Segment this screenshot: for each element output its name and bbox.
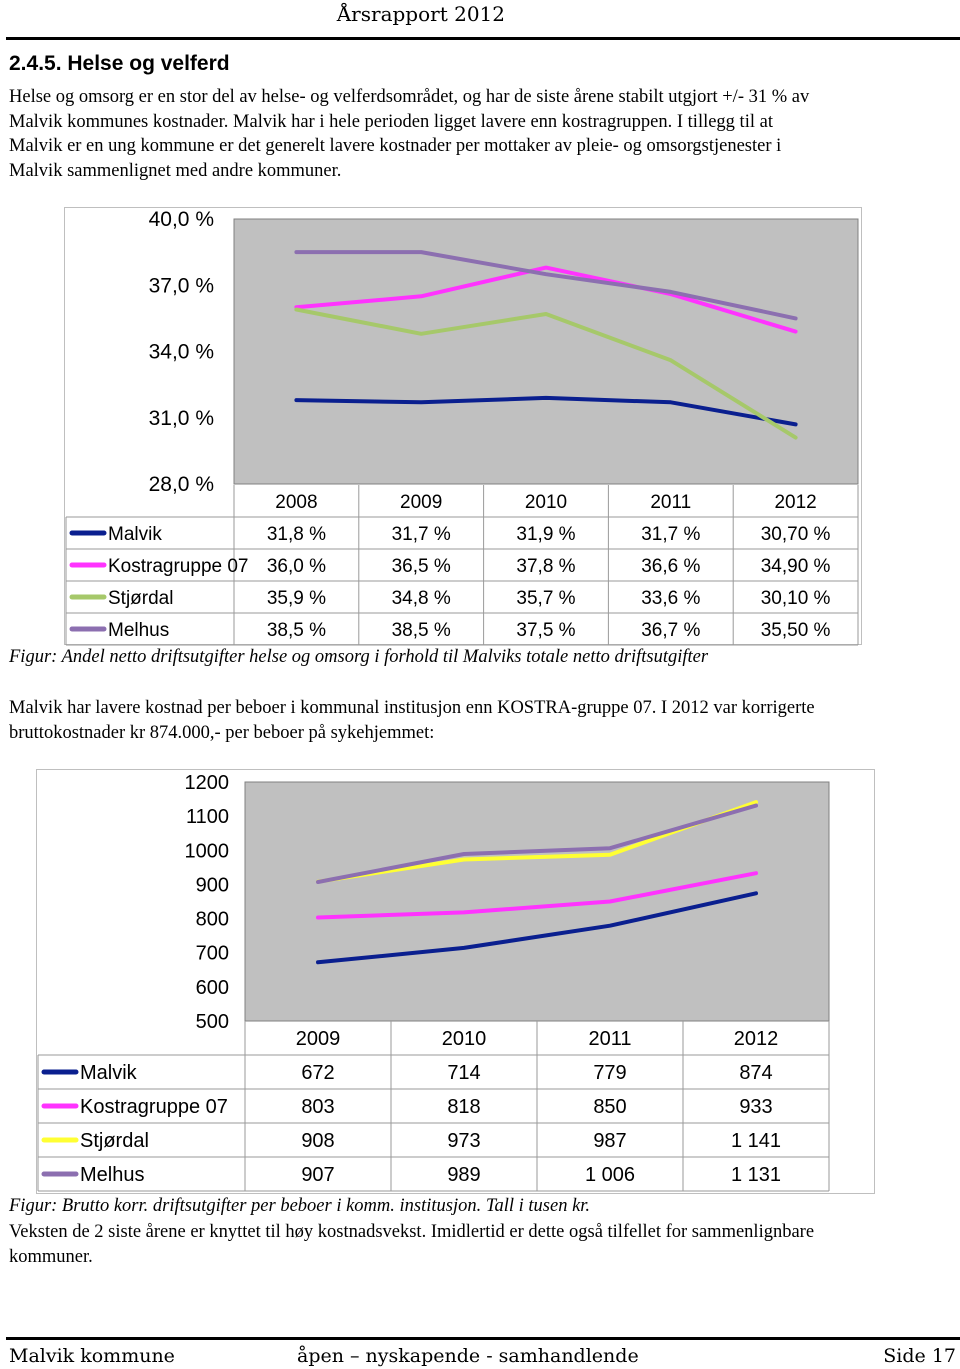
table-cell: 38,5 % [266,620,326,641]
table-cell: 31,7 % [391,524,451,545]
table-cell: 37,5 % [516,620,576,641]
table-column-header: 2011 [588,1028,632,1050]
table-cell: 31,7 % [641,524,701,545]
section-title: 2.4.5. Helse og velferd [9,52,230,75]
closing-line: kommuner. [9,1246,93,1267]
table-column-header: 2009 [295,1028,341,1050]
y-tick-label: 600 [195,976,229,999]
table-cell: 35,7 % [516,588,576,609]
table-cell: 1 131 [730,1164,782,1186]
legend-label: Melhus [80,1164,145,1186]
legend-label: Kostragruppe 07 [108,556,249,577]
table-cell: 35,9 % [266,588,326,609]
report-title: Årsrapport 2012 [336,2,505,26]
table-cell: 36,5 % [391,556,451,577]
y-tick-label: 900 [195,874,229,897]
intro-line: Helse og omsorg er en stor del av helse- og velferdsområdet, og har de siste årene stabilt utgjort +/- 31 % av [9,87,810,107]
y-tick-label: 1100 [185,806,229,829]
footer-page-number: Side 17 [883,1345,956,1367]
footer-slogan: åpen – nyskapende - samhandlende [297,1345,639,1367]
table-cell: 818 [447,1096,481,1118]
table-column-header: 2009 [400,492,443,513]
closing-line: Veksten de 2 siste årene er knyttet til høy kostnadsvekst. Imidlertid er dette også tilfellet for sammenlignbare [9,1222,815,1242]
middle-line: Malvik har lavere kostnad per beboer i kommunal institusjon enn KOSTRA-gruppe 07. I 2012 var korrigerte [9,698,815,718]
intro-line: Malvik er en ung kommune er det generelt lavere kostnader per mottaker av pleie- og omsorgstjenester i [9,136,782,156]
y-tick-label: 1000 [184,840,229,863]
intro-line: Malvik sammenlignet med andre kommuner. [9,160,342,181]
y-tick-label: 1200 [184,772,229,794]
table-column-header: 2012 [774,492,817,513]
table-cell: 31,9 % [516,524,576,545]
y-tick-label: 800 [195,908,229,931]
y-tick-label: 700 [195,942,229,965]
table-cell: 987 [593,1130,627,1152]
middle-line: bruttokostnader kr 874.000,- per beboer på sykehjemmet: [9,722,435,743]
table-column-header: 2010 [524,492,568,513]
closing-paragraph [9,1220,954,1269]
table-cell: 908 [301,1130,335,1152]
legend-label: Kostragruppe 07 [80,1096,228,1118]
chart-caption: Figur: Brutto korr. driftsutgifter per beboer i komm. institusjon. Tall i tusen kr. [9,1196,591,1216]
table-cell: 30,70 % [760,524,831,545]
y-tick-label: 28,0 % [148,473,214,496]
table-cell: 34,8 % [391,588,451,609]
legend-label: Melhus [108,620,170,641]
legend-label: Malvik [80,1062,137,1084]
legend-label: Malvik [108,524,162,545]
table-cell: 672 [301,1062,335,1084]
table-cell: 38,5 % [391,620,451,641]
table-cell: 36,0 % [266,556,326,577]
table-cell: 1 006 [584,1164,636,1186]
table-cell: 850 [593,1096,627,1118]
footer-organization: Malvik kommune [9,1345,175,1367]
table-cell: 31,8 % [266,524,326,545]
y-tick-label: 31,0 % [148,406,214,430]
table-cell: 33,6 % [641,588,701,609]
table-column-header: 2010 [441,1028,487,1050]
table-cell: 37,8 % [516,556,576,577]
y-tick-label: 34,0 % [148,340,214,364]
table-cell: 35,50 % [760,620,831,641]
table-cell: 907 [301,1164,335,1186]
footer-divider [6,1337,960,1340]
legend-label: Stjørdal [108,588,174,609]
table-column-header: 2011 [650,492,692,513]
table-cell: 714 [447,1062,481,1084]
table-cell: 34,90 % [760,556,831,577]
table-cell: 803 [301,1096,335,1118]
table-column-header: 2012 [733,1028,779,1050]
y-tick-label: 500 [195,1011,229,1033]
chart-caption: Figur: Andel netto driftsutgifter helse og omsorg i forhold til Malviks totale netto driftsutgifter [9,647,709,667]
plot-area [245,782,829,1021]
legend-label: Stjørdal [80,1130,149,1152]
table-cell: 779 [593,1062,627,1084]
table-cell: 36,6 % [641,556,701,577]
y-tick-label: 37,0 % [148,274,214,298]
table-cell: 933 [739,1096,773,1118]
table-cell: 1 141 [730,1130,782,1152]
table-cell: 36,7 % [641,620,701,641]
intro-line: Malvik kommunes kostnader. Malvik har i hele perioden ligget lavere enn kostragruppen. I tillegg til at [9,111,773,132]
table-column-header: 2008 [275,492,318,513]
table-cell: 30,10 % [760,588,831,609]
table-cell: 989 [447,1164,481,1186]
table-cell: 874 [739,1062,773,1084]
y-tick-label: 40,0 % [148,208,214,231]
table-cell: 973 [447,1130,481,1152]
